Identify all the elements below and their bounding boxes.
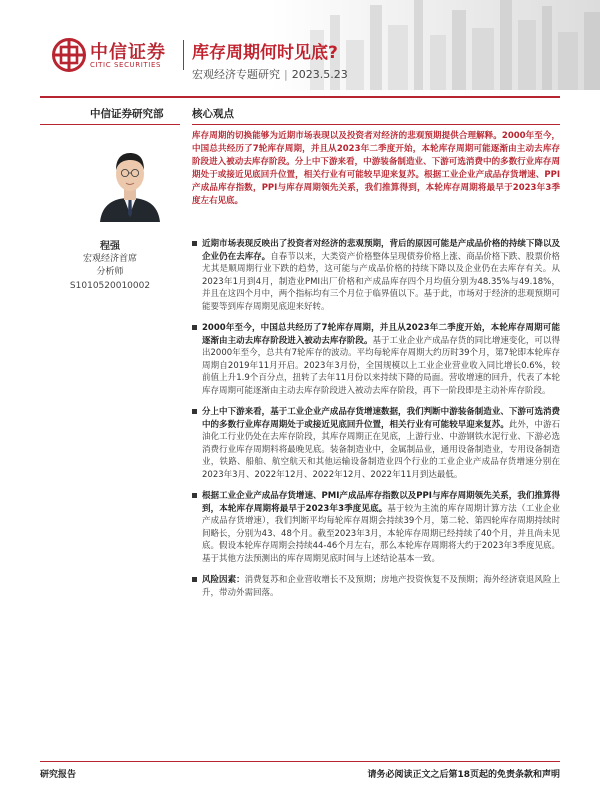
- key-point-lead: 分上中下游来看，基于工业企业产成品存货增速数据，我们判断中游装备制造业、下游可选消费中的多数行业库存周期处于或接近见底回升位置，相关行业有可能较早迎来复苏。: [202, 407, 560, 430]
- citic-logo: [52, 38, 182, 72]
- brand-name-en: CITIC SECURITIES: [90, 61, 162, 69]
- key-point: [192, 574, 560, 599]
- key-point-lead: 风险因素：: [202, 575, 245, 585]
- analyst-license-id: S1010520010002: [69, 281, 151, 291]
- brand-name-cn: 中信证券: [90, 42, 166, 63]
- key-point-lead: 根据工业企业产成品存货增速、PMI产成品库存指数以及PPI与库存周期领先关系，我们推算得到，本轮库存周期将最早于2023年3季度见底。: [202, 491, 560, 514]
- bullet-square-icon: [192, 409, 197, 414]
- subtitle-separator: |: [284, 68, 288, 81]
- analyst-name: 程强: [100, 241, 120, 252]
- key-point-lead: 近期市场表现反映出了投资者对经济的悲观预期，背后的原因可能是产成品价格的持续下降以及企业仍在去库存。: [202, 239, 560, 262]
- header-banner: [0, 0, 600, 90]
- bullet-square-icon: [192, 493, 197, 498]
- analyst-role: 分析师: [96, 267, 124, 277]
- bullet-square-icon: [192, 241, 197, 246]
- key-point-body: 消费复苏和企业营收增长不及预期；房地产投资恢复不及预期；海外经济衰退风险上升，带动外需回落。: [202, 575, 560, 598]
- key-point-body: 基于较为主流的库存周期计算方法（工业企业产成品存货增速），我们判断平均每轮库存周期会持续39个月，第二轮、第四轮库存周期持续时间略长，分别为43、48个月。截至2023年3月，本轮库存周期已经持续了40个月，并且尚未见底。假设本轮库存周期会持续44-46个月左右，那么本轮库存周期将大约于2023年3季度见底。基于其他方法预测出的库存周期见底时间与上述结论基本一致。: [202, 503, 560, 564]
- key-point-body: 基于工业企业产成品存货的同比增速变化，可以得出2000年至今，总共有7轮库存的波动。平均每轮库存周期大约历时39个月，第7轮即本轮库存周期自2019年11月开启。2023年3月份，全国规模以上工业企业营业收入同比增长0.6%，较前值上升1.9个百分点，扭转了去年11月份以来持续下降的局面。营收增速的回升，代表了本轮库存周期可能逐渐由主动去库存阶段进入被动去库存阶段，再下一阶段即是主动补库存阶段。: [202, 335, 560, 396]
- report-category: 宏观经济专题研究: [192, 68, 280, 81]
- header-divider: [183, 40, 184, 70]
- key-point-lead: 2000年至今，中国总共经历了7轮库存周期，并且从2023年二季度开始，本轮库存周期可能逐渐由主动去库存阶段进入被动去库存阶段。: [202, 323, 560, 346]
- key-point-body: 自春节以来，大类资产价格整体呈现债券价格上涨、商品价格下跌、股票价格尤其是顺周期行业下跌的趋势，这可能与产成品价格的持续下降以及企业仍在去库存有关。从2023年1月到4月，制造业PMI出厂价格和产成品库存四个月均值分别为48.35%与49.18%，并且在这四个月中，两个指标均有三个月位于临界值以下。基于此，市场对于经济的悲观预期可能要等到库存周期见底迎来好转。: [202, 251, 560, 312]
- footer-disclaimer: 请务必阅读正文之后第18页起的免责条款和声明: [367, 770, 560, 780]
- report-date: 2023.5.23: [291, 68, 348, 81]
- bullet-square-icon: [192, 325, 197, 330]
- key-point-body: 此外，中游石油化工行业仍处在去库存阶段，其库存周期正在见底，上游行业、中游钢铁水泥行业、下游必选消费行业库存周期料将最晚见底。装备制造业中，金属制品业，通用设备制造业，专用设备制造业，铁路、船舶、航空航天和其他运输设备制造业四个行业的工业企业产成品存货增速分别在2023年3月、2022年12月、2022年12月、2022年11月到达最低。: [202, 419, 560, 480]
- report-subtitle: [192, 66, 348, 82]
- analyst-photo: [96, 140, 164, 222]
- bullet-square-icon: [192, 577, 197, 582]
- key-point: [192, 238, 560, 313]
- right-section-heading: 核心观点: [192, 108, 234, 120]
- left-section-heading: 中信证券研究部: [90, 108, 164, 120]
- report-title: 库存周期何时见底?: [192, 43, 338, 63]
- core-summary: 库存周期的切换能够为近期市场表现以及投资者对经济的悲观预期提供合理解释。2000年至今，中国总共经历了7轮库存周期，并且从2023年二季度开始，本轮库存周期可能逐渐由主动去库存阶段进入被动去库存阶段。分上中下游来看，中游装备制造业、下游可选消费中的多数行业库存周期处于或接近见底回升位置，相关行业有可能较早迎来复苏。根据工业企业产成品存货增速、PPI产成品库存指数，PPI与库存周期领先关系，我们推算得到，本轮库存周期将最早于2023年3季度左右见底。: [192, 131, 560, 206]
- citic-logo-mark: [52, 38, 86, 72]
- left-section-rule: [40, 124, 180, 125]
- analyst-info: [40, 240, 180, 293]
- key-point: [192, 490, 560, 565]
- analyst-title: 宏观经济首席: [82, 254, 137, 264]
- footer-rule: [40, 761, 560, 762]
- footer-report-type: 研究报告: [40, 770, 77, 780]
- key-point: [192, 406, 560, 481]
- key-points-list: [192, 238, 560, 608]
- right-section-rule: [192, 124, 560, 125]
- key-point: [192, 322, 560, 397]
- header-rule: [40, 96, 560, 98]
